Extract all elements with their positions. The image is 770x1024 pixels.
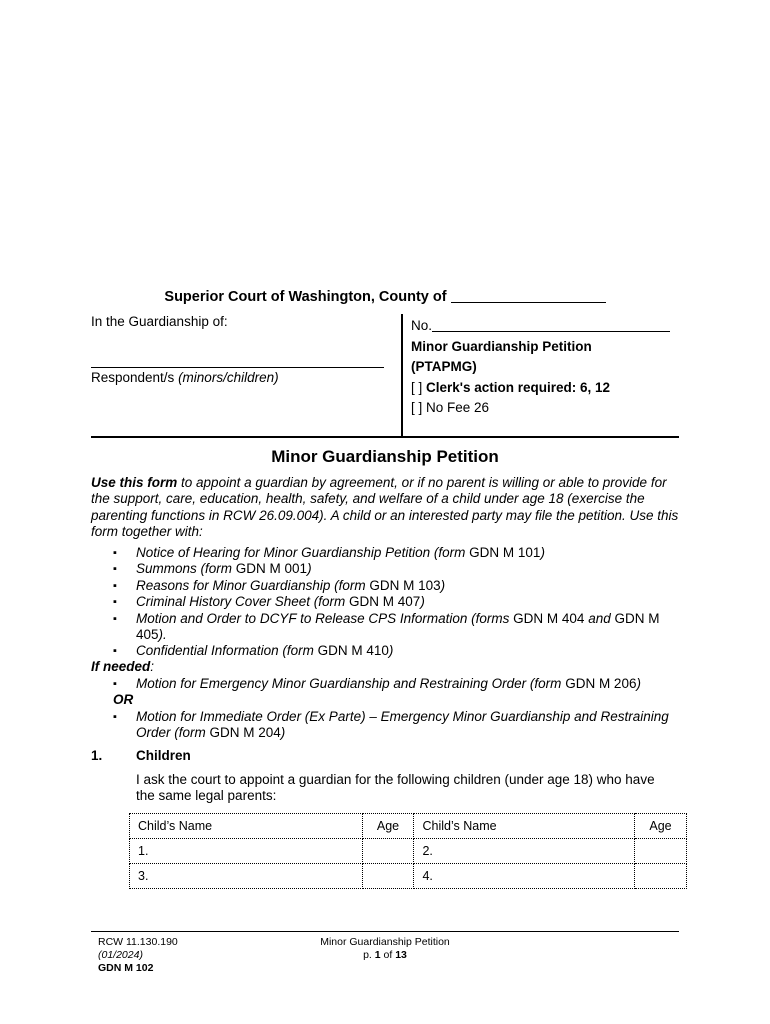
section-title: Children bbox=[136, 748, 191, 763]
column-header: Age bbox=[635, 814, 687, 839]
list-item: ▪ Motion for Immediate Order (Ex Parte) – Emergency Minor Guardianship and Restraining Order (form GDN M 204) bbox=[113, 709, 688, 742]
guardianship-of-label: In the Guardianship of: bbox=[91, 314, 228, 329]
table-header-row bbox=[130, 814, 687, 839]
footer-center bbox=[285, 936, 485, 962]
list-item: ▪ Notice of Hearing for Minor Guardianship Petition (form GDN M 101) bbox=[113, 545, 688, 561]
case-number: No. bbox=[411, 316, 670, 337]
or-label: OR bbox=[113, 692, 134, 708]
column-header: Child’s Name bbox=[414, 814, 635, 839]
footer-left bbox=[98, 936, 178, 975]
table-row bbox=[130, 864, 687, 889]
table-row bbox=[130, 839, 687, 864]
child-name-cell[interactable]: 2. bbox=[414, 839, 635, 864]
child-age-cell[interactable] bbox=[635, 864, 687, 889]
caption-divider bbox=[401, 314, 403, 437]
page-number: p. 1 of 13 bbox=[363, 949, 407, 961]
list-item: ▪ Motion for Emergency Minor Guardianship and Restraining Order (form GDN M 206) bbox=[113, 676, 688, 692]
court-name: Superior Court of Washington, County of bbox=[164, 289, 447, 305]
related-forms-list bbox=[113, 545, 688, 660]
clerk-checkbox[interactable]: [ ] bbox=[411, 379, 423, 395]
form-code: (PTAPMG) bbox=[411, 359, 477, 374]
caption-bottom-rule bbox=[91, 436, 679, 438]
child-age-cell[interactable] bbox=[635, 839, 687, 864]
no-fee: [ ] No Fee 26 bbox=[411, 400, 490, 415]
column-header: Age bbox=[362, 814, 414, 839]
child-age-cell[interactable] bbox=[362, 864, 414, 889]
fee-checkbox[interactable]: [ ] bbox=[411, 400, 423, 415]
footer-rcw: RCW 11.130.190 bbox=[98, 936, 178, 948]
child-name-cell[interactable]: 3. bbox=[130, 864, 363, 889]
footer-date: (01/2024) bbox=[98, 949, 143, 961]
court-title bbox=[0, 288, 770, 305]
case-number-blank[interactable] bbox=[432, 318, 670, 332]
child-age-cell[interactable] bbox=[362, 839, 414, 864]
clerk-action: [ ] Clerk's action required: 6, 12 bbox=[411, 379, 611, 395]
list-item: ▪ Reasons for Minor Guardianship (form GDN M 103) bbox=[113, 578, 688, 594]
footer-rule bbox=[91, 931, 679, 932]
section-number: 1. bbox=[91, 748, 103, 763]
section-text: I ask the court to appoint a guardian for the following children (under age 18) who have the same legal parents: bbox=[136, 772, 655, 804]
children-table bbox=[129, 813, 687, 889]
list-item: ▪ Criminal History Cover Sheet (form GDN M 407) bbox=[113, 594, 688, 610]
respondent-name-line[interactable] bbox=[91, 367, 384, 368]
footer-form-id: GDN M 102 bbox=[98, 962, 154, 974]
intro-paragraph: Use this form to appoint a guardian by agreement, or if no parent is willing or able to provide for the support, care, education, health, safety, and welfare of a child under age 18 (exercise the parenting functions in RCW 26.09.004). A child or an interested party may file the petition. Use this form together with: bbox=[91, 475, 679, 540]
document-title: Minor Guardianship Petition bbox=[271, 447, 499, 466]
child-name-cell[interactable]: 4. bbox=[414, 864, 635, 889]
respondent-label: Respondent/s (minors/children) bbox=[91, 370, 279, 385]
child-name-cell[interactable]: 1. bbox=[130, 839, 363, 864]
list-item: ▪ Motion and Order to DCYF to Release CPS Information (forms GDN M 404 and GDN M 405). bbox=[113, 611, 688, 644]
footer-title: Minor Guardianship Petition bbox=[320, 936, 450, 948]
list-item: ▪ Confidential Information (form GDN M 410) bbox=[113, 643, 688, 659]
emergency-forms-list bbox=[113, 676, 688, 742]
list-item: ▪ Summons (form GDN M 001) bbox=[113, 561, 688, 577]
column-header: Child’s Name bbox=[130, 814, 363, 839]
if-needed-label: If needed: bbox=[91, 659, 155, 674]
county-blank[interactable] bbox=[451, 288, 606, 303]
case-caption-right bbox=[411, 316, 670, 419]
form-title-line1: Minor Guardianship Petition bbox=[411, 338, 592, 354]
